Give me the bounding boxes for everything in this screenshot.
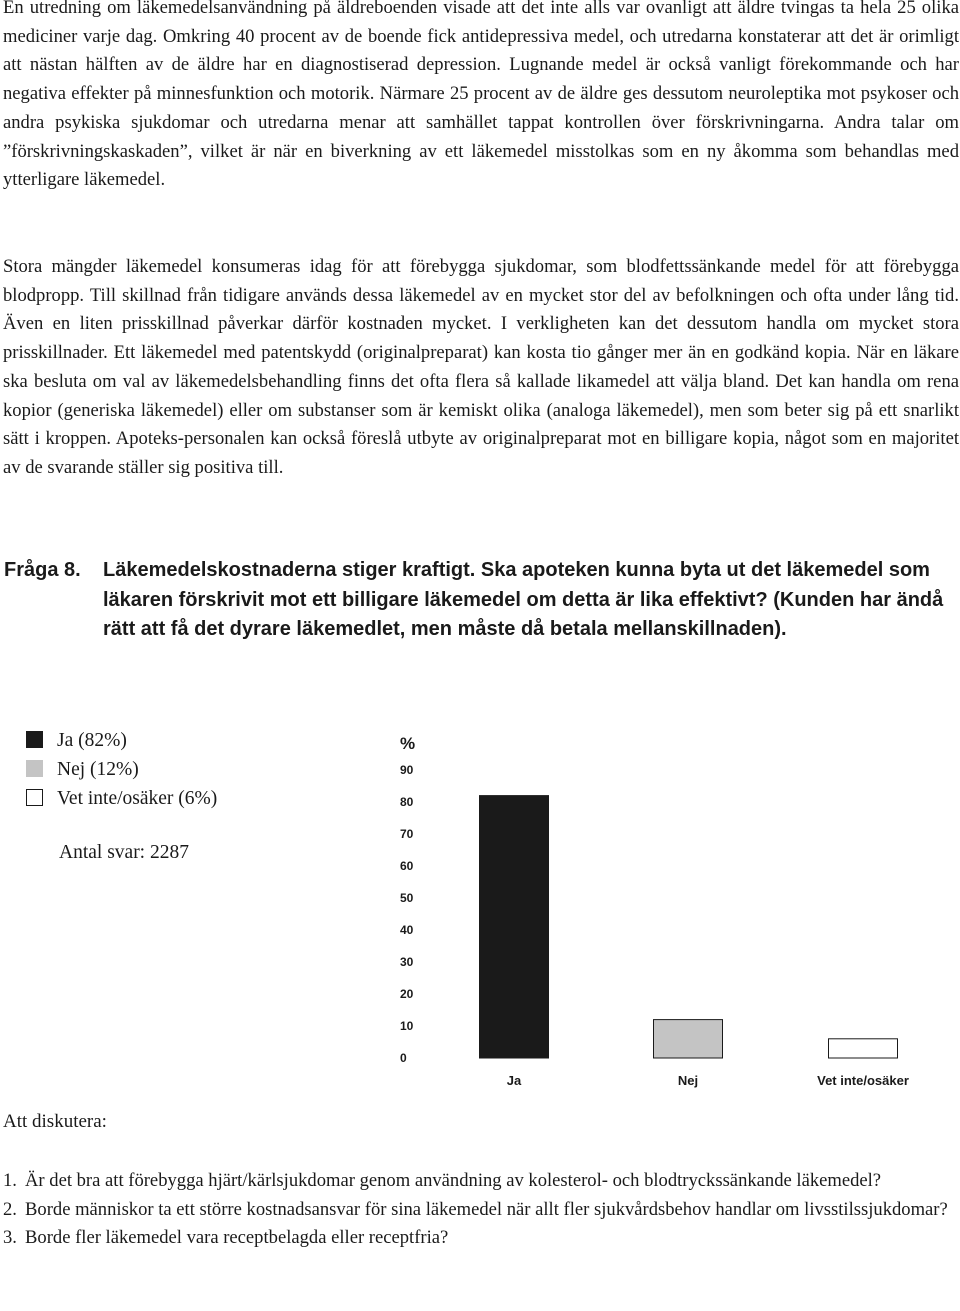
bar-chart — [360, 725, 930, 1095]
legend-label-nej: Nej (12%) — [57, 759, 139, 780]
discussion-item — [3, 1196, 953, 1225]
discussion-list — [3, 1167, 953, 1253]
question-text: Läkemedelskostnaderna stiger kraftigt. Ska apoteken kunna byta ut det läkemedel som läkaren förskrivit mot ett billigare läkemedel om detta är lika effektivt? (Kunden har ändå rätt att få det dyrare läkemedlet, men måste då betala mellanskillnaden). — [103, 559, 944, 640]
bar-vet-inte-osäker — [829, 1039, 898, 1058]
legend-swatch-ja — [26, 731, 43, 748]
legend-item-vet-inte — [26, 785, 217, 813]
answer-count: Antal svar: 2287 — [59, 842, 189, 863]
y-tick-label: 30 — [400, 955, 414, 969]
legend-label-vet-inte: Vet inte/osäker (6%) — [57, 788, 218, 809]
y-axis-label: % — [400, 734, 416, 753]
discussion-item-number: 3. — [3, 1227, 17, 1249]
y-tick-label: 50 — [400, 891, 414, 905]
legend-swatch-nej — [26, 760, 43, 777]
y-tick-label: 80 — [400, 795, 414, 809]
x-tick-label: Nej — [677, 1073, 699, 1088]
legend-item-nej — [26, 756, 139, 784]
cost-paragraph: Stora mängder läkemedel konsumeras idag för att förebygga sjukdomar, som blodfettssänkande medel för att förebygga blodpropp. Till skillnad från tidigare används dessa läkemedel av en mycket stor del av befolkningen och ofta under lång tid. Även en liten prisskillnad påverkar därför kostnaden mycket. I verkligheten kan det dessutom handla om mycket stora prisskillnader. Ett läkemedel med patentskydd (originalpreparat) kan kosta tio gånger mer än en godkänd kopia. När en läkare ska besluta om val av läkemedelsbehandling finns det ofta flera så kallade likamedel att välja bland. Det kan handla om rena kopior (generiska läkemedel) eller om substanser som är kemiskt olika (analoga läkemedel), men som beter sig på ett snarlikt sätt i kroppen. Apoteks-personalen kan också föreslå utbyte av originalpreparat mot en billigare kopia, något som en majoritet av de svarande ställer sig positiva till. — [3, 256, 959, 478]
bar-nej — [654, 1020, 723, 1058]
discussion-item-text: Är det bra att förebygga hjärt/kärlsjukdomar genom användning av kolesterol- och blodtryckssänkande läkemedel? — [25, 1170, 882, 1191]
discussion-item-text: Borde fler läkemedel vara receptbelagda eller receptfria? — [25, 1227, 449, 1249]
question-block — [4, 556, 959, 645]
y-tick-label: 20 — [400, 987, 414, 1001]
discussion-item — [3, 1167, 953, 1196]
y-axis-ticks — [400, 763, 414, 1065]
y-tick-label: 70 — [400, 827, 414, 841]
discussion-item-number: 2. — [3, 1198, 17, 1220]
y-tick-label: 60 — [400, 859, 414, 873]
x-axis-labels — [507, 1073, 909, 1088]
y-tick-label: 10 — [400, 1019, 414, 1033]
y-tick-label: 0 — [400, 1051, 407, 1065]
x-tick-label: Ja — [506, 1073, 522, 1088]
y-tick-label: 40 — [400, 923, 414, 937]
question-label: Fråga 8. — [4, 559, 81, 581]
bars — [480, 796, 898, 1058]
y-tick-label: 90 — [400, 763, 414, 777]
intro-paragraph: En utredning om läkemedelsanvändning på äldreboenden visade att det inte alls var ovanligt att äldre tvingas ta hela 25 olika mediciner varje dag. Omkring 40 procent av de boende fick antidepressiva medel, och utredarna konstaterar att det är orimligt att nästan hälften av de äldre har en diagnostiserad depression. Lugnande medel är också vanligt förekommande och har negativa effekter på minnesfunktion och motorik. Närmare 25 procent av de äldre ges dessutom neuroleptika mot psykoser och andra psykiska sjukdomar och utredarna menar att samhället tappat kontrollen över förskrivningarna. Andra talar om ”förskrivningskaskaden”, vilket är när en biverkning av ett läkemedel misstolkas som en ny åkomma som behandlas med ytterligare läkemedel. — [3, 0, 959, 191]
discussion-title: Att diskutera: — [3, 1111, 107, 1132]
discussion-item — [3, 1224, 953, 1253]
legend-swatch-vet-inte — [26, 789, 43, 806]
legend-label-ja: Ja (82%) — [57, 730, 127, 751]
discussion-item-number: 1. — [3, 1170, 17, 1191]
bar-ja — [480, 796, 549, 1058]
x-tick-label: Vet inte/osäker — [817, 1073, 909, 1088]
discussion-item-text: Borde människor ta ett större kostnadsansvar för sina läkemedel när allt fler sjukvårdsbehov handlar om livsstilssjukdomar? — [25, 1198, 948, 1220]
legend-item-ja — [26, 727, 127, 755]
